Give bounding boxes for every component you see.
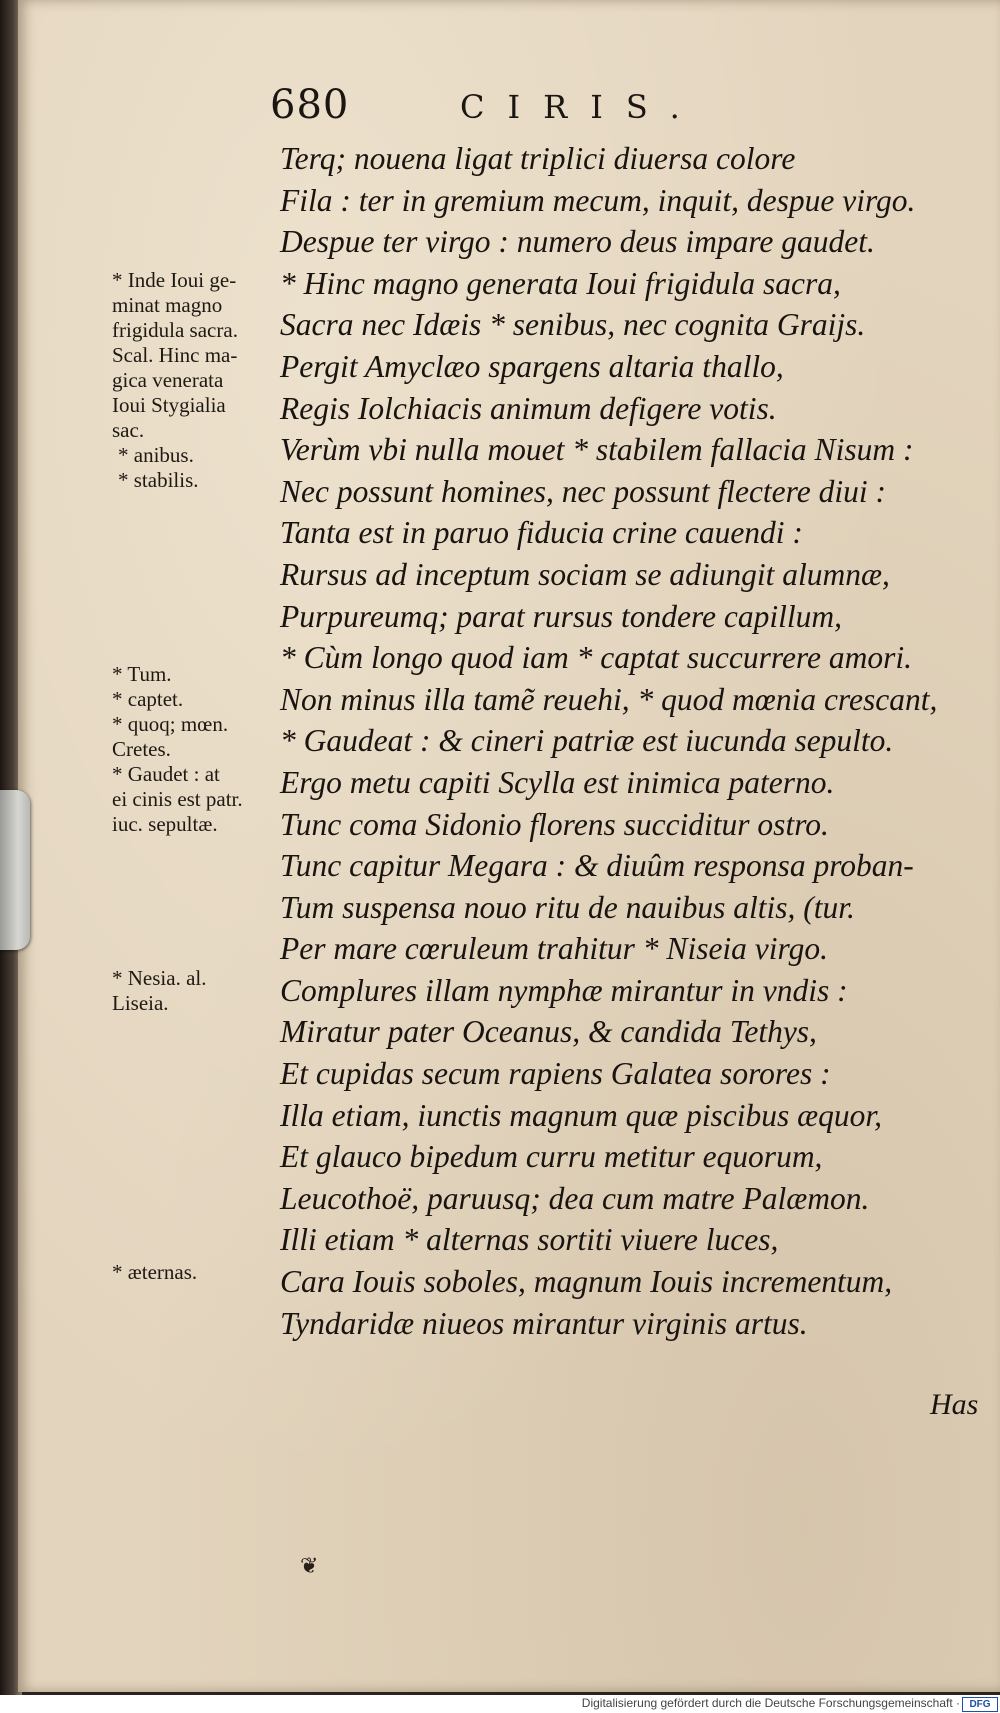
verse-line: Purpureumq; parat rursus tondere capillum, [280,598,843,634]
note-line: gica venerata [112,368,224,392]
verse-line: Tanta est in paruo fiducia crine cauendi : [280,515,803,551]
note-line: minat magno [112,293,223,317]
note-line: * captet. [112,687,184,711]
verse-line: Cara Iouis soboles, magnum Iouis incrementum, [280,1264,893,1300]
note-line: Liseia. [112,991,169,1015]
verse-line: Regis Iolchiacis animum defigere votis. [280,390,777,426]
verse-line: Miratur pater Oceanus, & candida Tethys, [280,1014,817,1050]
running-title: CIRIS. [460,88,703,126]
verse-line: Non minus illa tamẽ reuehi, * quod mœnia crescant, [280,681,938,717]
note-line: Cretes. [112,737,171,761]
verse-line: Verùm vbi nulla mouet * stabilem fallacia Nisum : [280,432,914,468]
verse-text [280,138,985,1344]
verse-line: Tum suspensa nouo ritu de nauibus altis, (tur. [280,889,855,925]
note-line: iuc. sepultæ. [112,812,218,836]
verse-line: Sacra nec Idæis * senibus, nec cognita Graijs. [280,307,866,343]
verse-line: Et cupidas secum rapiens Galatea sorores : [280,1056,831,1092]
note-line: * Nesia. al. [112,966,207,990]
verse-line: Pergit Amyclæo spargens altaria thallo, [280,348,784,384]
note-line: * æternas. [112,1260,198,1284]
margin-note-1 [112,268,238,493]
note-line: * Gaudet : at [112,762,220,786]
verse-line: Nec possunt homines, nec possunt flectere diui : [280,473,886,509]
margin-note-3 [112,966,206,1016]
note-line: * quoq; mœn. [112,712,229,736]
note-line: ei cinis est patr. [112,787,243,811]
note-line: * Inde Ioui ge- [112,268,237,292]
verse-line: Per mare cœruleum trahitur * Niseia virgo. [280,931,829,967]
verse-line: Complures illam nymphæ mirantur in vndis : [280,972,848,1008]
verse-line: Leucothoë, paruusq; dea cum matre Palæmon. [280,1180,870,1216]
dfg-logo: DFG [962,1697,998,1712]
verse-line: Despue ter virgo : numero deus impare gaudet. [280,224,875,260]
verse-line: * Cùm longo quod iam * captat succurrere amori. [280,640,912,676]
note-line: frigidula sacra. [112,318,238,342]
verse-line: Ergo metu capiti Scylla est inimica paterno. [280,764,835,800]
margin-note-2 [112,662,243,837]
note-line: * anibus. [118,443,194,467]
page-clip [0,790,30,950]
verse-line: * Hinc magno generata Ioui frigidula sacra, [280,265,841,301]
note-line: sac. [112,418,145,442]
catchword: Has [930,1388,979,1421]
note-line: * Tum. [112,662,172,686]
verse-line: Et glauco bipedum curru metitur equorum, [280,1139,823,1175]
note-line: Scal. Hinc ma- [112,343,238,367]
verse-line: * Gaudeat : & cineri patriæ est iucunda sepulto. [280,723,894,759]
verse-line: Tunc capitur Megara : & diuûm responsa proban- [280,848,914,884]
verse-line: Fila : ter in gremium mecum, inquit, despue virgo. [280,182,916,218]
note-line: Ioui Stygialia [112,393,226,417]
verse-line: Tunc coma Sidonio florens succiditur ostro. [280,806,829,842]
verse-line: Illa etiam, iunctis magnum quæ piscibus æquor, [280,1097,883,1133]
verse-line: Illi etiam * alternas sortiti viuere luces, [280,1222,779,1258]
verse-line: Rursus ad inceptum sociam se adiungit alumnæ, [280,556,890,592]
verse-line: Tyndaridæ niueos mirantur virginis artus. [280,1305,808,1341]
page-number: 680 [270,82,350,128]
note-line: * stabilis. [118,468,199,492]
verse-line: Terq; nouena ligat triplici diuersa colore [280,141,796,176]
ornament-icon: ❦ [300,1554,319,1579]
margin-note-4 [112,1260,197,1285]
footer-credit: Digitalisierung gefördert durch die Deutsche Forschungsgemeinschaft · [581,1696,960,1710]
